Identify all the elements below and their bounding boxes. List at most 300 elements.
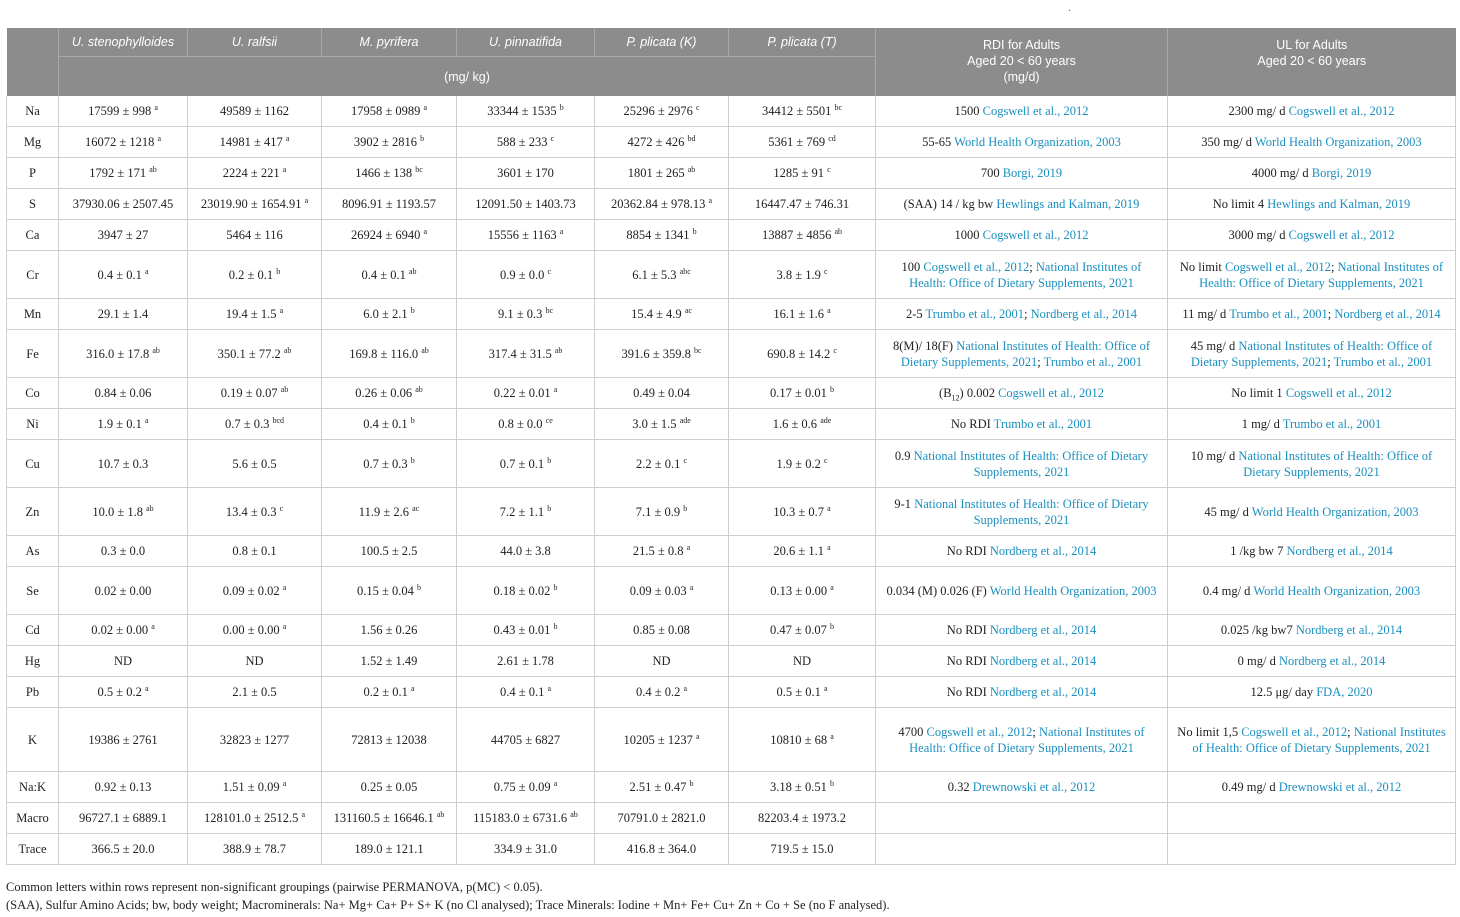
value-cell [59,378,188,409]
value-text: 17599 ± 998 [88,104,152,118]
citation-link[interactable]: Cogswell et al., 2012 [1225,259,1331,274]
group-letter: b [420,133,425,143]
rdi-cell [876,251,1168,299]
value-text: 29.1 ± 1.4 [97,307,149,321]
value-text: 15.4 ± 4.9 [631,307,682,321]
element-cell: Co [7,378,59,409]
value-cell [59,803,188,834]
group-letter: a [410,683,415,693]
citation-link[interactable]: National Institutes of Health: Office of Dietary Supplements, 2021 [1199,259,1444,290]
group-letter: c [550,133,555,143]
rdi-cell [876,488,1168,536]
group-letter: a [282,582,287,592]
value-text: 189.0 ± 121.1 [354,842,424,856]
value-cell [457,440,595,488]
value-cell [322,488,457,536]
cell-text: No limit 1,5 [1177,724,1242,739]
citation-link[interactable]: National Institutes of Health: Office of Dietary Supplements, 2021 [913,448,1149,479]
element-cell: Na [7,96,59,127]
cell-text: No limit [1179,259,1226,274]
rdi-cell [876,772,1168,803]
value-text: 317.4 ± 31.5 [488,346,552,361]
value-cell [457,567,595,615]
citation-link[interactable]: Borgi, 2019 [1311,166,1372,180]
element-cell: As [7,536,59,567]
rdi-cell [876,646,1168,677]
value-cell [595,96,729,127]
citation-link[interactable]: World Health Organization, 2003 [989,583,1157,598]
citation-link[interactable]: Cogswell et al., 2012 [982,104,1089,118]
cell-text: 1000 [954,228,983,242]
value-cell [322,803,457,834]
group-letter: a [553,778,558,788]
value-text: 0.4 ± 0.1 [363,417,408,431]
value-text: 0.02 ± 0.00 [94,583,152,598]
value-cell [59,708,188,772]
value-cell [729,251,876,299]
citation-link[interactable]: Cogswell et al., 2012 [1285,386,1392,400]
value-text: 0.26 ± 0.06 [355,386,413,400]
value-text: 0.85 ± 0.08 [633,623,690,637]
citation-link[interactable]: Nordberg et al., 2014 [1030,307,1137,321]
citation-link[interactable]: National Institutes of Health: Office of Dietary Supplements, 2021 [914,496,1149,527]
group-letter: ab [687,164,696,174]
element-cell: Cu [7,440,59,488]
value-cell [59,96,188,127]
rdi-cell [876,834,1168,865]
citation-link[interactable]: National Institutes of Health: Office of Dietary Supplements, 2021 [909,724,1145,755]
value-cell [457,708,595,772]
citation-link[interactable]: World Health Organization, 2003 [1254,135,1422,149]
group-letter: bc [693,345,702,355]
group-letter: ab [570,809,578,819]
ul-header [1168,28,1456,96]
value-cell [59,330,188,378]
group-letter: c [827,164,831,174]
table-row [7,158,1456,189]
citation-link[interactable]: National Institutes of Health: Office of Dietary Supplements, 2021 [909,259,1142,290]
value-text: 19386 ± 2761 [88,732,158,747]
cell-text: No limit 4 [1212,197,1268,211]
value-text: 0.09 ± 0.03 [629,583,687,598]
value-cell [595,677,729,708]
group-letter: b [830,621,834,631]
value-cell [188,834,322,865]
table-row [7,803,1456,834]
value-text: 15556 ± 1163 [487,228,557,242]
value-cell [729,330,876,378]
value-cell [322,158,457,189]
value-cell [595,803,729,834]
value-text: 391.6 ± 359.8 [621,346,691,361]
value-cell [595,834,729,865]
value-cell [729,567,876,615]
value-text: 0.4 ± 0.1 [97,267,142,282]
group-letter: a [151,621,155,631]
table-row [7,96,1456,127]
cell-text: 45 mg/ d [1204,504,1252,519]
value-cell [729,615,876,646]
value-text: 0.25 ± 0.05 [360,780,418,794]
value-cell [322,299,457,330]
value-text: ND [652,654,671,668]
cell-text: ; [1327,354,1334,369]
cell-text: No RDI [946,623,990,637]
value-text: 1.52 ± 1.49 [360,654,418,668]
value-cell [729,646,876,677]
cell-text: 8(M)/ 18(F) [892,338,957,353]
value-text: 0.7 ± 0.1 [499,456,545,471]
value-cell [322,127,457,158]
ul-cell [1168,96,1456,127]
value-text: 7.1 ± 0.9 [635,504,681,519]
value-text: 49589 ± 1162 [220,104,289,118]
citation-link[interactable]: Nordberg et al., 2014 [1286,544,1393,558]
element-cell: Trace [7,834,59,865]
value-cell [59,677,188,708]
value-cell [188,536,322,567]
value-text: 0.75 ± 0.09 [493,780,551,794]
citation-link[interactable]: World Health Organization, 2003 [1251,504,1419,519]
element-cell: P [7,158,59,189]
cell-text: ; [1330,259,1338,274]
value-text: 1801 ± 265 [627,166,685,180]
group-letter: ce [545,415,553,425]
value-cell [457,677,595,708]
value-text: 0.5 ± 0.1 [776,685,821,699]
ul-cell [1168,299,1456,330]
value-text: 0.49 ± 0.04 [633,386,690,400]
citation-link[interactable]: Borgi, 2019 [1002,166,1063,180]
value-cell [59,251,188,299]
ul-cell [1168,646,1456,677]
group-letter: ab [149,164,157,174]
citation-link[interactable]: National Institutes of Health: Office of Dietary Supplements, 2021 [1192,724,1446,755]
ul-cell [1168,803,1456,834]
mineral-content-table [6,28,1456,865]
group-letter: a [708,195,713,205]
value-cell [59,127,188,158]
citation-link[interactable]: Cogswell et al., 2012 [923,259,1030,274]
value-cell [188,96,322,127]
value-cell [595,378,729,409]
value-text: 0.7 ± 0.3 [224,417,270,431]
value-text: 0.19 ± 0.07 [220,386,278,400]
value-cell [595,127,729,158]
citation-link[interactable]: Trumbo et al., 2001 [1282,417,1382,431]
element-cell: Mg [7,127,59,158]
group-letter: c [683,455,688,465]
value-cell [59,189,188,220]
group-letter: a [827,305,831,315]
group-letter: cd [828,133,836,143]
rdi-cell [876,677,1168,708]
value-cell [595,220,729,251]
value-cell [188,299,322,330]
rdi-cell [876,299,1168,330]
value-cell [729,378,876,409]
cell-text: 3000 mg/ d [1228,228,1289,242]
citation-link[interactable]: Cogswell et al., 2012 [1288,228,1395,242]
group-letter: a [830,731,834,741]
ul-cell [1168,251,1456,299]
value-text: 7.2 ± 1.1 [499,504,545,519]
ul-cell [1168,677,1456,708]
value-text: 4272 ± 426 [627,135,685,149]
cell-text: 0.4 mg/ d [1202,583,1254,598]
citation-link[interactable]: National Institutes of Health: Office of Dietary Supplements, 2021 [1190,338,1433,369]
value-cell [457,803,595,834]
group-letter: ade [679,415,691,425]
group-letter: a [279,305,284,315]
value-cell [59,772,188,803]
value-text: 8854 ± 1341 [626,228,690,242]
value-text: 3947 ± 27 [97,228,149,242]
value-cell [59,158,188,189]
value-cell [322,220,457,251]
value-text: 13887 ± 4856 [761,228,832,242]
ul-cell [1168,189,1456,220]
ul-cell [1168,708,1456,772]
cell-text: 0.034 (M) 0.026 (F) [886,583,990,598]
citation-link[interactable]: Hewlings and Kalman, 2019 [1267,197,1411,211]
group-letter: ab [152,345,160,355]
value-cell [322,378,457,409]
value-cell [188,409,322,440]
value-text: 72813 ± 12038 [351,732,427,747]
value-cell [595,251,729,299]
value-cell [729,299,876,330]
value-text: 0.5 ± 0.2 [97,685,142,699]
cell-text: ; [1024,307,1031,321]
value-cell [59,615,188,646]
citation-link[interactable]: Trumbo et al., 2001 [1333,354,1433,369]
value-text: 8096.91 ± 1193.57 [342,197,436,211]
value-cell [457,158,595,189]
value-text: 11.9 ± 2.6 [358,504,409,519]
value-text: 2.51 ± 0.47 [629,780,687,794]
value-text: 0.00 ± 0.00 [222,623,280,637]
citation-link[interactable]: Cogswell et al., 2012 [926,724,1033,739]
value-text: 388.9 ± 78.7 [222,842,287,856]
table-row [7,772,1456,803]
species-header: U. pinnatifida [457,28,595,57]
value-text: 3.0 ± 1.5 [632,417,677,431]
citation-link[interactable]: Cogswell et al., 2012 [1241,724,1348,739]
value-cell [457,330,595,378]
citation-link[interactable]: Cogswell et al., 2012 [998,386,1104,400]
group-letter: a [683,683,688,693]
value-cell [322,96,457,127]
cell-text: 4700 [898,724,927,739]
species-header: P. plicata (K) [595,28,729,57]
value-text: 16.1 ± 1.6 [773,307,824,321]
element-cell: Fe [7,330,59,378]
value-cell [457,96,595,127]
value-text: 17958 ± 0989 [350,104,421,118]
value-text: 0.7 ± 0.3 [363,456,408,471]
value-text: 10810 ± 68 [770,732,828,747]
citation-link[interactable]: Trumbo et al., 2001 [1229,307,1328,321]
ul-header-line: UL for Adults [1276,38,1348,52]
citation-link[interactable]: Trumbo et al., 2001 [1043,354,1143,369]
value-cell [188,772,322,803]
rdi-cell [876,378,1168,409]
citation-link[interactable]: Drewnowski et al., 2012 [972,780,1096,794]
value-text: 1.51 ± 0.09 [222,780,280,794]
value-text: 0.43 ± 0.01 [493,623,551,637]
value-text: 44705 ± 6827 [490,732,561,747]
value-cell [322,834,457,865]
value-cell [457,772,595,803]
value-text: 96727.1 ± 6889.1 [78,811,168,825]
cell-text: ; [1347,724,1354,739]
value-text: 131160.5 ± 16646.1 [333,811,434,825]
table-row [7,488,1456,536]
value-text: 0.4 ± 0.2 [635,685,681,699]
subscript-text: 12 [951,393,960,403]
group-letter: c [279,503,284,513]
group-letter: a [686,542,691,552]
value-text: 1.56 ± 0.26 [360,623,418,637]
species-header: M. pyrifera [322,28,457,57]
ul-cell [1168,409,1456,440]
group-letter: b [830,778,834,788]
cell-text: No limit 1 [1231,386,1286,400]
value-cell [457,409,595,440]
citation-link[interactable]: National Institutes of Health: Office of Dietary Supplements, 2021 [1238,448,1433,479]
value-text: 416.8 ± 364.0 [626,842,697,856]
value-text: 0.4 ± 0.1 [361,267,406,282]
group-letter: a [144,683,149,693]
value-text: 2.2 ± 0.1 [635,456,681,471]
value-cell [188,189,322,220]
value-text: 2.61 ± 1.78 [497,654,554,668]
value-text: 5361 ± 769 [768,135,826,149]
cell-text: 2-5 [905,307,926,321]
value-text: 0.18 ± 0.02 [493,583,551,598]
group-letter: ab [408,266,417,276]
value-cell [729,189,876,220]
citation-link[interactable]: Drewnowski et al., 2012 [1278,780,1402,794]
ul-cell [1168,488,1456,536]
cell-text: 100 [901,259,924,274]
value-text: 0.3 ± 0.0 [100,544,146,558]
ul-cell [1168,772,1456,803]
citation-link[interactable]: Nordberg et al., 2014 [989,685,1097,699]
value-cell [59,567,188,615]
group-letter: b [547,455,552,465]
group-letter: a [689,582,694,592]
group-letter: ac [412,503,420,513]
value-text: 5464 ± 116 [226,228,283,242]
group-letter: a [827,542,831,552]
cell-text: 0.025 /kg bw7 [1220,623,1296,637]
value-text: 44.0 ± 3.8 [500,544,551,558]
table-row [7,378,1456,409]
value-cell [457,536,595,567]
ul-cell [1168,834,1456,865]
cell-text: 350 mg/ d [1201,135,1255,149]
group-letter: b [417,582,421,592]
cell-text: ; [1029,259,1036,274]
group-letter: b [547,503,552,513]
value-text: 16447.47 ± 746.31 [754,197,850,211]
value-cell [322,646,457,677]
ul-cell [1168,330,1456,378]
value-cell [188,158,322,189]
value-cell [595,158,729,189]
rdi-header [876,28,1168,96]
group-letter: a [282,621,287,631]
citation-link[interactable]: Nordberg et al., 2014 [1334,307,1441,321]
value-cell [729,536,876,567]
group-letter: c [547,266,552,276]
citation-link[interactable]: Nordberg et al., 2014 [989,623,1097,637]
citation-link[interactable]: Hewlings and Kalman, 2019 [996,197,1140,211]
citation-link[interactable]: Nordberg et al., 2014 [1278,654,1386,668]
table-row [7,251,1456,299]
cell-text: No RDI [946,544,990,558]
group-letter: b [410,305,415,315]
group-letter: a [282,164,287,174]
value-text: 0.22 ± 0.01 [493,386,551,400]
mineral-table-container [6,28,1455,865]
cell-text: 1 mg/ d [1241,417,1283,431]
value-text: 10205 ± 1237 [623,732,693,747]
group-letter: bc [415,164,423,174]
value-cell [729,158,876,189]
citation-link[interactable]: Nordberg et al., 2014 [989,544,1097,558]
species-header: U. stenophylloides [59,28,188,57]
citation-link[interactable]: Nordberg et al., 2014 [989,654,1097,668]
value-cell [729,127,876,158]
citation-link[interactable]: Nordberg et al., 2014 [1295,623,1403,637]
citation-link[interactable]: World Health Organization, 2003 [1253,583,1421,598]
value-cell [457,220,595,251]
citation-link[interactable]: Trumbo et al., 2001 [925,307,1025,321]
rdi-cell [876,330,1168,378]
value-cell [729,772,876,803]
value-text: 588 ± 233 [496,135,548,149]
group-letter: c [833,345,837,355]
cell-text: (SAA) 14 / kg bw [903,197,997,211]
table-body [7,96,1456,865]
group-letter: a [823,683,828,693]
element-cell: Ca [7,220,59,251]
table-row [7,567,1456,615]
citation-link[interactable]: FDA, 2020 [1316,685,1373,699]
citation-link[interactable]: World Health Organization, 2003 [954,135,1121,149]
citation-link[interactable]: National Institutes of Health: Office of Dietary Supplements, 2021 [900,338,1150,369]
cell-text: No RDI [950,417,994,431]
value-cell [322,615,457,646]
footnote-line: (SAA), Sulfur Amino Acids; bw, body weight; Macrominerals: Na+ Mg+ Ca+ P+ S+ K (no Cl analysed); Trace Minerals: Iodine + Mn+ Fe+ Cu+ Zn + Co + Se (no F analysed). [6,898,890,912]
cell-text: 700 [980,166,1003,180]
citation-link[interactable]: Cogswell et al., 2012 [982,228,1089,242]
element-cell: Zn [7,488,59,536]
value-cell [322,772,457,803]
value-cell [188,127,322,158]
citation-link[interactable]: Trumbo et al., 2001 [993,417,1093,431]
value-text: 1466 ± 138 [355,166,413,180]
rdi-cell [876,220,1168,251]
value-cell [322,330,457,378]
value-cell [457,834,595,865]
value-cell [188,615,322,646]
citation-link[interactable]: Cogswell et al., 2012 [1288,104,1395,118]
value-cell [595,536,729,567]
